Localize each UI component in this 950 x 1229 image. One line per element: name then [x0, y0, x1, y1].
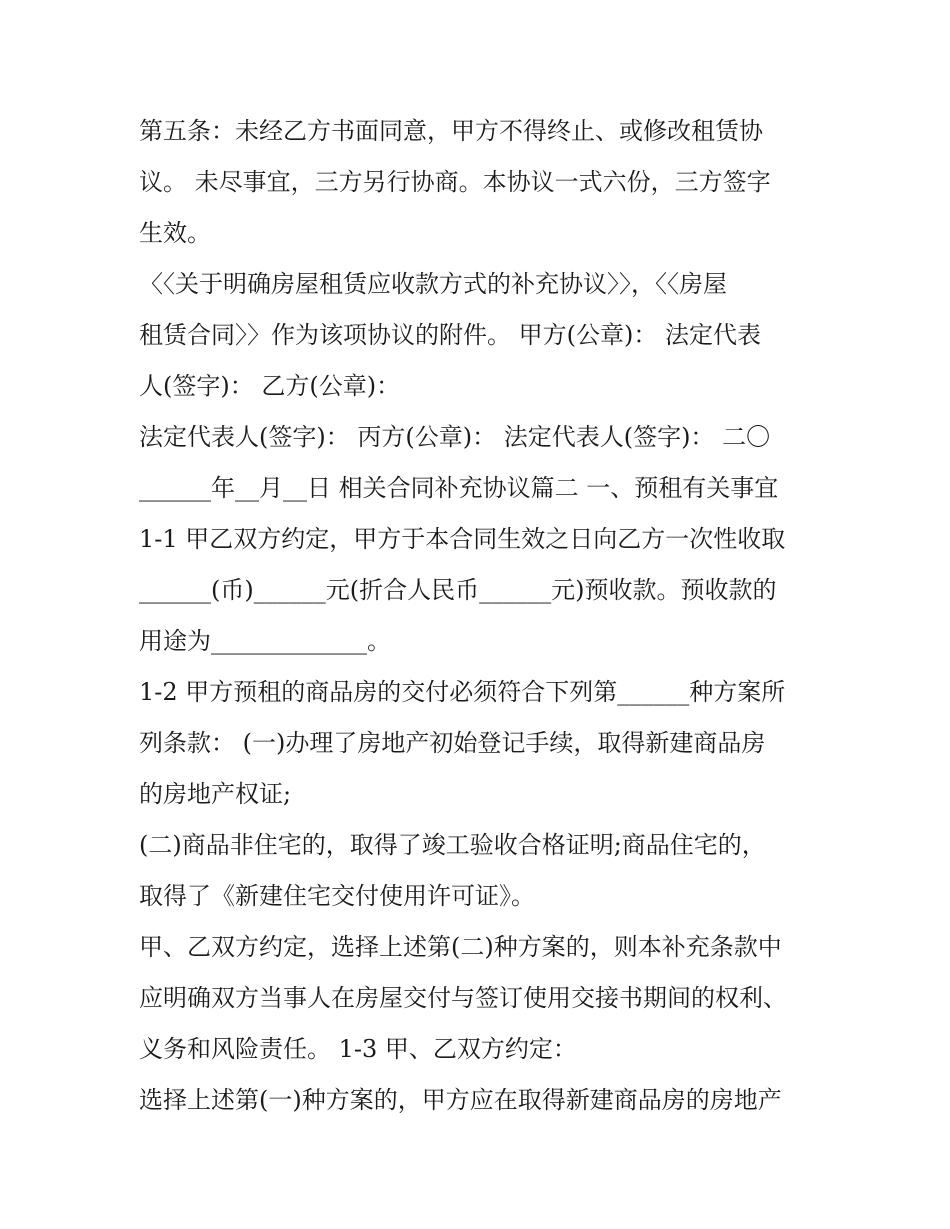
- text-line: 取得了《新建住宅交付使用许可证》。: [139, 882, 535, 910]
- text-line: 甲、乙双方约定，选择上述第(二)种方案的，则本补充条款中: [139, 933, 782, 961]
- text-line: 生效。: [139, 219, 211, 247]
- text-line: 第五条：未经乙方书面同意，甲方不得终止、或修改租赁协: [139, 117, 763, 145]
- text-line: (二)商品非住宅的，取得了竣工验收合格证明;商品住宅的，: [139, 831, 766, 859]
- text-line: 法定代表人(签字)： 丙方(公章)： 法定代表人(签字)： 二〇: [139, 423, 771, 451]
- document-body: [139, 106, 819, 1126]
- text-line: 人(签字)： 乙方(公章)：: [139, 372, 401, 400]
- text-line: 的房地产权证;: [139, 780, 292, 808]
- text-line: 列条款： (一)办理了房地产初始登记手续，取得新建商品房: [139, 729, 766, 757]
- text-line: ______年__月__日 相关合同补充协议篇二 一、预租有关事宜: [139, 474, 779, 502]
- text-line: ______(币)______元(折合人民币______元)预收款。预收款的: [139, 576, 777, 604]
- text-line: 〈〈关于明确房屋租赁应收款方式的补充协议〉〉，〈〈房屋: [139, 270, 727, 298]
- text-line: 应明确双方当事人在房屋交付与签订使用交接书期间的权利、: [139, 984, 787, 1012]
- text-line: 议。 未尽事宜，三方另行协商。本协议一式六份，三方签字: [139, 168, 771, 196]
- text-line: 1-1 甲乙双方约定，甲方于本合同生效之日向乙方一次性收取: [139, 525, 786, 553]
- text-line: 租赁合同〉〉作为该项协议的附件。 甲方(公章)： 法定代表: [139, 321, 761, 349]
- text-line: 1-2 甲方预租的商品房的交付必须符合下列第______种方案所: [139, 678, 786, 706]
- text-line: 选择上述第(一)种方案的，甲方应在取得新建商品房的房地产: [139, 1086, 782, 1114]
- text-line: 用途为_____________。: [139, 627, 391, 655]
- text-line: 义务和风险责任。 1-3 甲、乙双方约定：: [139, 1035, 577, 1063]
